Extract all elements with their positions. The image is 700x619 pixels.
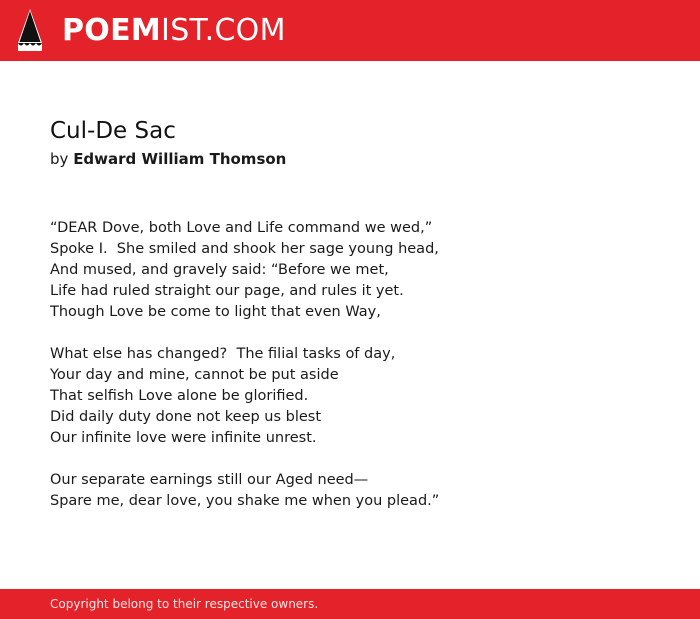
poem-line: Though Love be come to light that even Way, <box>50 304 381 320</box>
poem-line: Our separate earnings still our Aged need— <box>50 472 369 488</box>
stanza-3 <box>50 470 670 512</box>
poem-line: Spare me, dear love, you shake me when you plead.” <box>50 493 440 509</box>
poem-line: “DEAR Dove, both Love and Life command we wed,” <box>50 220 433 236</box>
by-label: by <box>50 150 69 168</box>
stanza-2 <box>50 344 670 449</box>
site-footer <box>0 589 700 619</box>
poem-line: Life had ruled straight our page, and rules it yet. <box>50 283 404 299</box>
brand-light-text: IST.COM <box>161 13 286 48</box>
poem-byline <box>50 148 286 170</box>
site-header <box>0 0 700 61</box>
pencil-icon[interactable] <box>17 9 43 51</box>
poem-line: Did daily duty done not keep us blest <box>50 409 322 425</box>
poem-line: That selfish Love alone be glorified. <box>50 388 309 404</box>
poem-line: What else has changed? The filial tasks of day, <box>50 346 396 362</box>
poem-title: Cul-De Sac <box>50 118 176 144</box>
poem-line: Your day and mine, cannot be put aside <box>50 367 339 383</box>
author-name: Edward William Thomson <box>73 150 287 168</box>
poem-body <box>50 218 670 533</box>
poem-line: And mused, and gravely said: “Before we met, <box>50 262 389 278</box>
poem-line: Spoke I. She smiled and shook her sage young head, <box>50 241 439 257</box>
brand-bold-text: POEM <box>62 13 162 48</box>
copyright-notice: Copyright belong to their respective owners. <box>50 597 319 611</box>
stanza-1 <box>50 218 670 323</box>
poem-line: Our infinite love were infinite unrest. <box>50 430 317 446</box>
site-logo[interactable] <box>62 13 286 49</box>
